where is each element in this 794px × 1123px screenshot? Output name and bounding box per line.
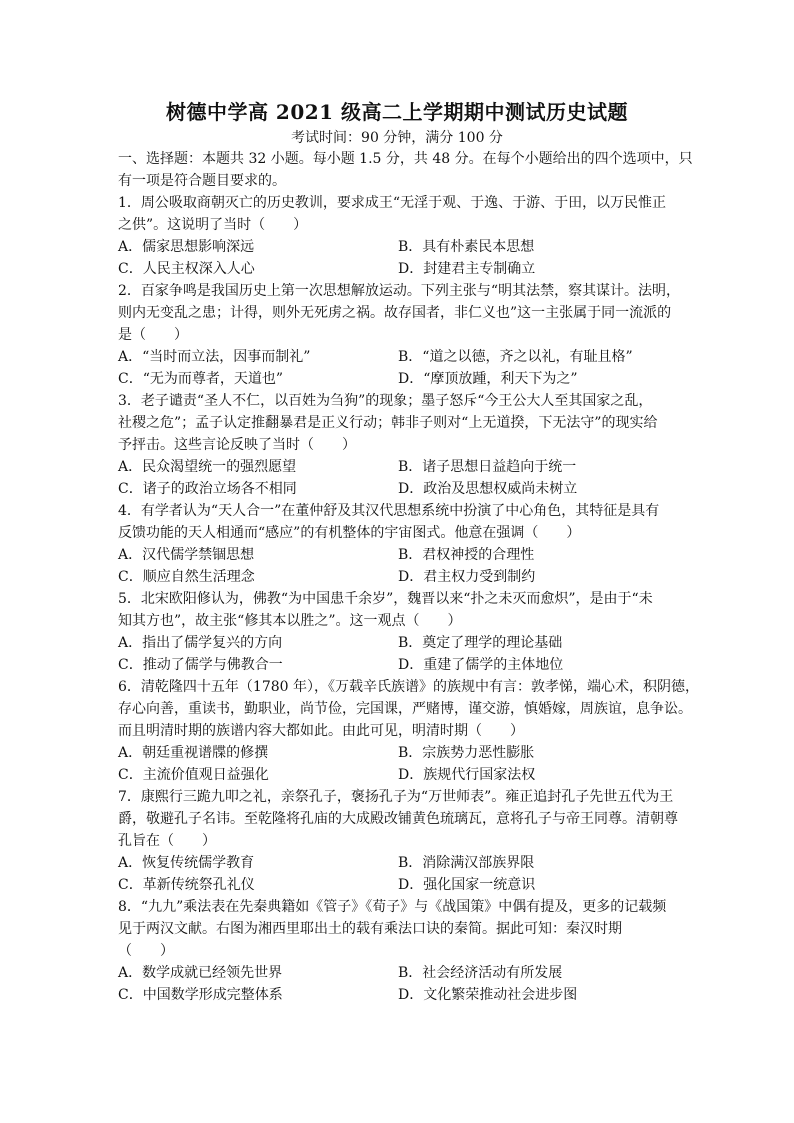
question-3-option-b: B．诸子思想日益趋向于统一: [398, 459, 577, 475]
question-2-option-b: B．“道之以德，齐之以礼，有耻且格”: [398, 349, 633, 365]
question-7-option-a: A．恢复传统儒学教育: [118, 855, 255, 871]
question-8-stem: 见于两汉文献。右图为湘西里耶出土的载有乘法口诀的秦简。据此可知：秦汉时期: [118, 921, 622, 937]
question-4-option-b: B．君权神授的合理性: [398, 547, 535, 563]
question-7-stem: 爵，敬避孔子名讳。至乾隆将孔庙的大成殿改铺黄色琉璃瓦，意将孔子与帝王同尊。清朝尊: [118, 811, 678, 827]
section-instruction: 一、选择题：本题共 32 小题。每小题 1.5 分，共 48 分。在每个小题给出的四个选项中，只: [118, 151, 693, 167]
question-7-option-d: D．强化国家一统意识: [398, 877, 536, 893]
question-6-option-c: C．主流价值观日益强化: [118, 767, 269, 783]
question-3-stem: 3．老子谴责“圣人不仁，以百姓为刍狗”的现象；墨子怒斥“今王公大人至其国家之乱，: [118, 393, 653, 409]
question-4-option-d: D．君主权力受到制约: [398, 569, 536, 585]
question-1-option-d: D．封建君主专制确立: [398, 261, 536, 277]
question-8-option-c: C．中国数学形成完整体系: [118, 987, 283, 1003]
question-4-stem: 反馈功能的天人相通而“感应”的有机整体的宇宙图式。他意在强调（ ）: [118, 525, 581, 541]
question-1-stem: 1．周公吸取商朝灭亡的历史教训，要求成王“无淫于观、于逸、于游、于田，以万民惟正: [118, 195, 667, 211]
question-7-option-b: B．消除满汉部族界限: [398, 855, 535, 871]
exam-info: 考试时间：90 分钟，满分 100 分: [291, 130, 503, 146]
question-3-option-a: A．民众渴望统一的强烈愿望: [118, 459, 297, 475]
question-2-stem: 则内无变乱之患；计得，则外无死虏之祸。故存国者，非仁义也”这一主张属于同一流派的: [118, 305, 672, 321]
question-5-option-b: B．奠定了理学的理论基础: [398, 635, 563, 651]
page-title: 树德中学高 2021 级高二上学期期中测试历史试题: [165, 100, 629, 124]
question-5-option-c: C．推动了儒学与佛教合一: [118, 657, 283, 673]
question-1-option-c: C．人民主权深入人心: [118, 261, 255, 277]
question-3-option-c: C．诸子的政治立场各不相同: [118, 481, 297, 497]
question-1-stem: 之供”。这说明了当时（ ）: [118, 217, 308, 233]
question-7-stem: 7．康熙行三跪九叩之礼，亲祭孔子，褒扬孔子为“万世师表”。雍正追封孔子先世五代为王: [118, 789, 674, 805]
question-7-option-c: C．革新传统祭孔礼仪: [118, 877, 255, 893]
question-2-option-a: A．“当时而立法，因事而制礼”: [118, 349, 311, 365]
question-8-option-d: D．文化繁荣推动社会进步图: [398, 987, 578, 1003]
question-6-stem: 6．清乾隆四十五年（1780 年），《万载辛氏族谱》的族规中有言：敦孝悌，端心术，积阴德，: [118, 679, 699, 695]
section-instruction: 有一项是符合题目要求的。: [118, 173, 286, 189]
question-3-option-d: D．政治及思想权威尚未树立: [398, 481, 578, 497]
question-2-stem: 2．百家争鸣是我国历史上第一次思想解放运动。下列主张与“明其法禁，察其谋计。法明，: [118, 283, 681, 299]
question-2-option-d: D．“摩顶放踵，利天下为之”: [398, 371, 578, 387]
question-3-stem: 予抨击。这些言论反映了当时（ ）: [118, 437, 356, 453]
question-6-option-a: A．朝廷重视谱牒的修撰: [118, 745, 269, 761]
question-6-option-d: D．族规代行国家法权: [398, 767, 536, 783]
question-5-stem: 知其方也”，故主张“修其本以胜之”。这一观点（ ）: [118, 613, 462, 629]
question-8-option-b: B．社会经济活动有所发展: [398, 965, 563, 981]
question-4-stem: 4．有学者认为“天人合一”在董仲舒及其汉代思想系统中扮演了中心角色，其特征是具有: [118, 503, 660, 519]
question-1-option-a: A．儒家思想影响深远: [118, 239, 255, 255]
question-7-stem: 孔旨在（ ）: [118, 833, 216, 849]
question-1-option-b: B．具有朴素民本思想: [398, 239, 535, 255]
question-2-stem: 是（ ）: [118, 327, 188, 343]
question-2-option-c: C．“无为而尊者，天道也”: [118, 371, 284, 387]
question-5-option-d: D．重建了儒学的主体地位: [398, 657, 564, 673]
question-8-stem: 8．“九九”乘法表在先秦典籍如《管子》《荀子》与《战国策》中偶有提及，更多的记载频: [118, 899, 667, 915]
question-4-option-c: C．顺应自然生活理念: [118, 569, 255, 585]
question-8-option-a: A．数学成就已经领先世界: [118, 965, 283, 981]
question-6-stem: 而且明清时期的族谱内容大都如此。由此可见，明清时期（ ）: [118, 723, 524, 739]
question-5-option-a: A．指出了儒学复兴的方向: [118, 635, 283, 651]
question-4-option-a: A．汉代儒学禁锢思想: [118, 547, 255, 563]
question-3-stem: 社稷之危”；孟子认定推翻暴君是正义行动；韩非子则对“上无道揆，下无法守”的现实给: [118, 415, 658, 431]
question-5-stem: 5．北宋欧阳修认为，佛教“为中国患千余岁”，魏晋以来“扑之未灭而愈炽”，是由于“未: [118, 591, 653, 607]
question-6-option-b: B．宗族势力恶性膨胀: [398, 745, 535, 761]
question-8-stem: （ ）: [118, 943, 174, 959]
question-6-stem: 存心向善，重读书，勤职业，尚节俭，完国课，严赌博，谨交游，慎婚嫁，周族谊，息争讼。: [118, 701, 692, 717]
